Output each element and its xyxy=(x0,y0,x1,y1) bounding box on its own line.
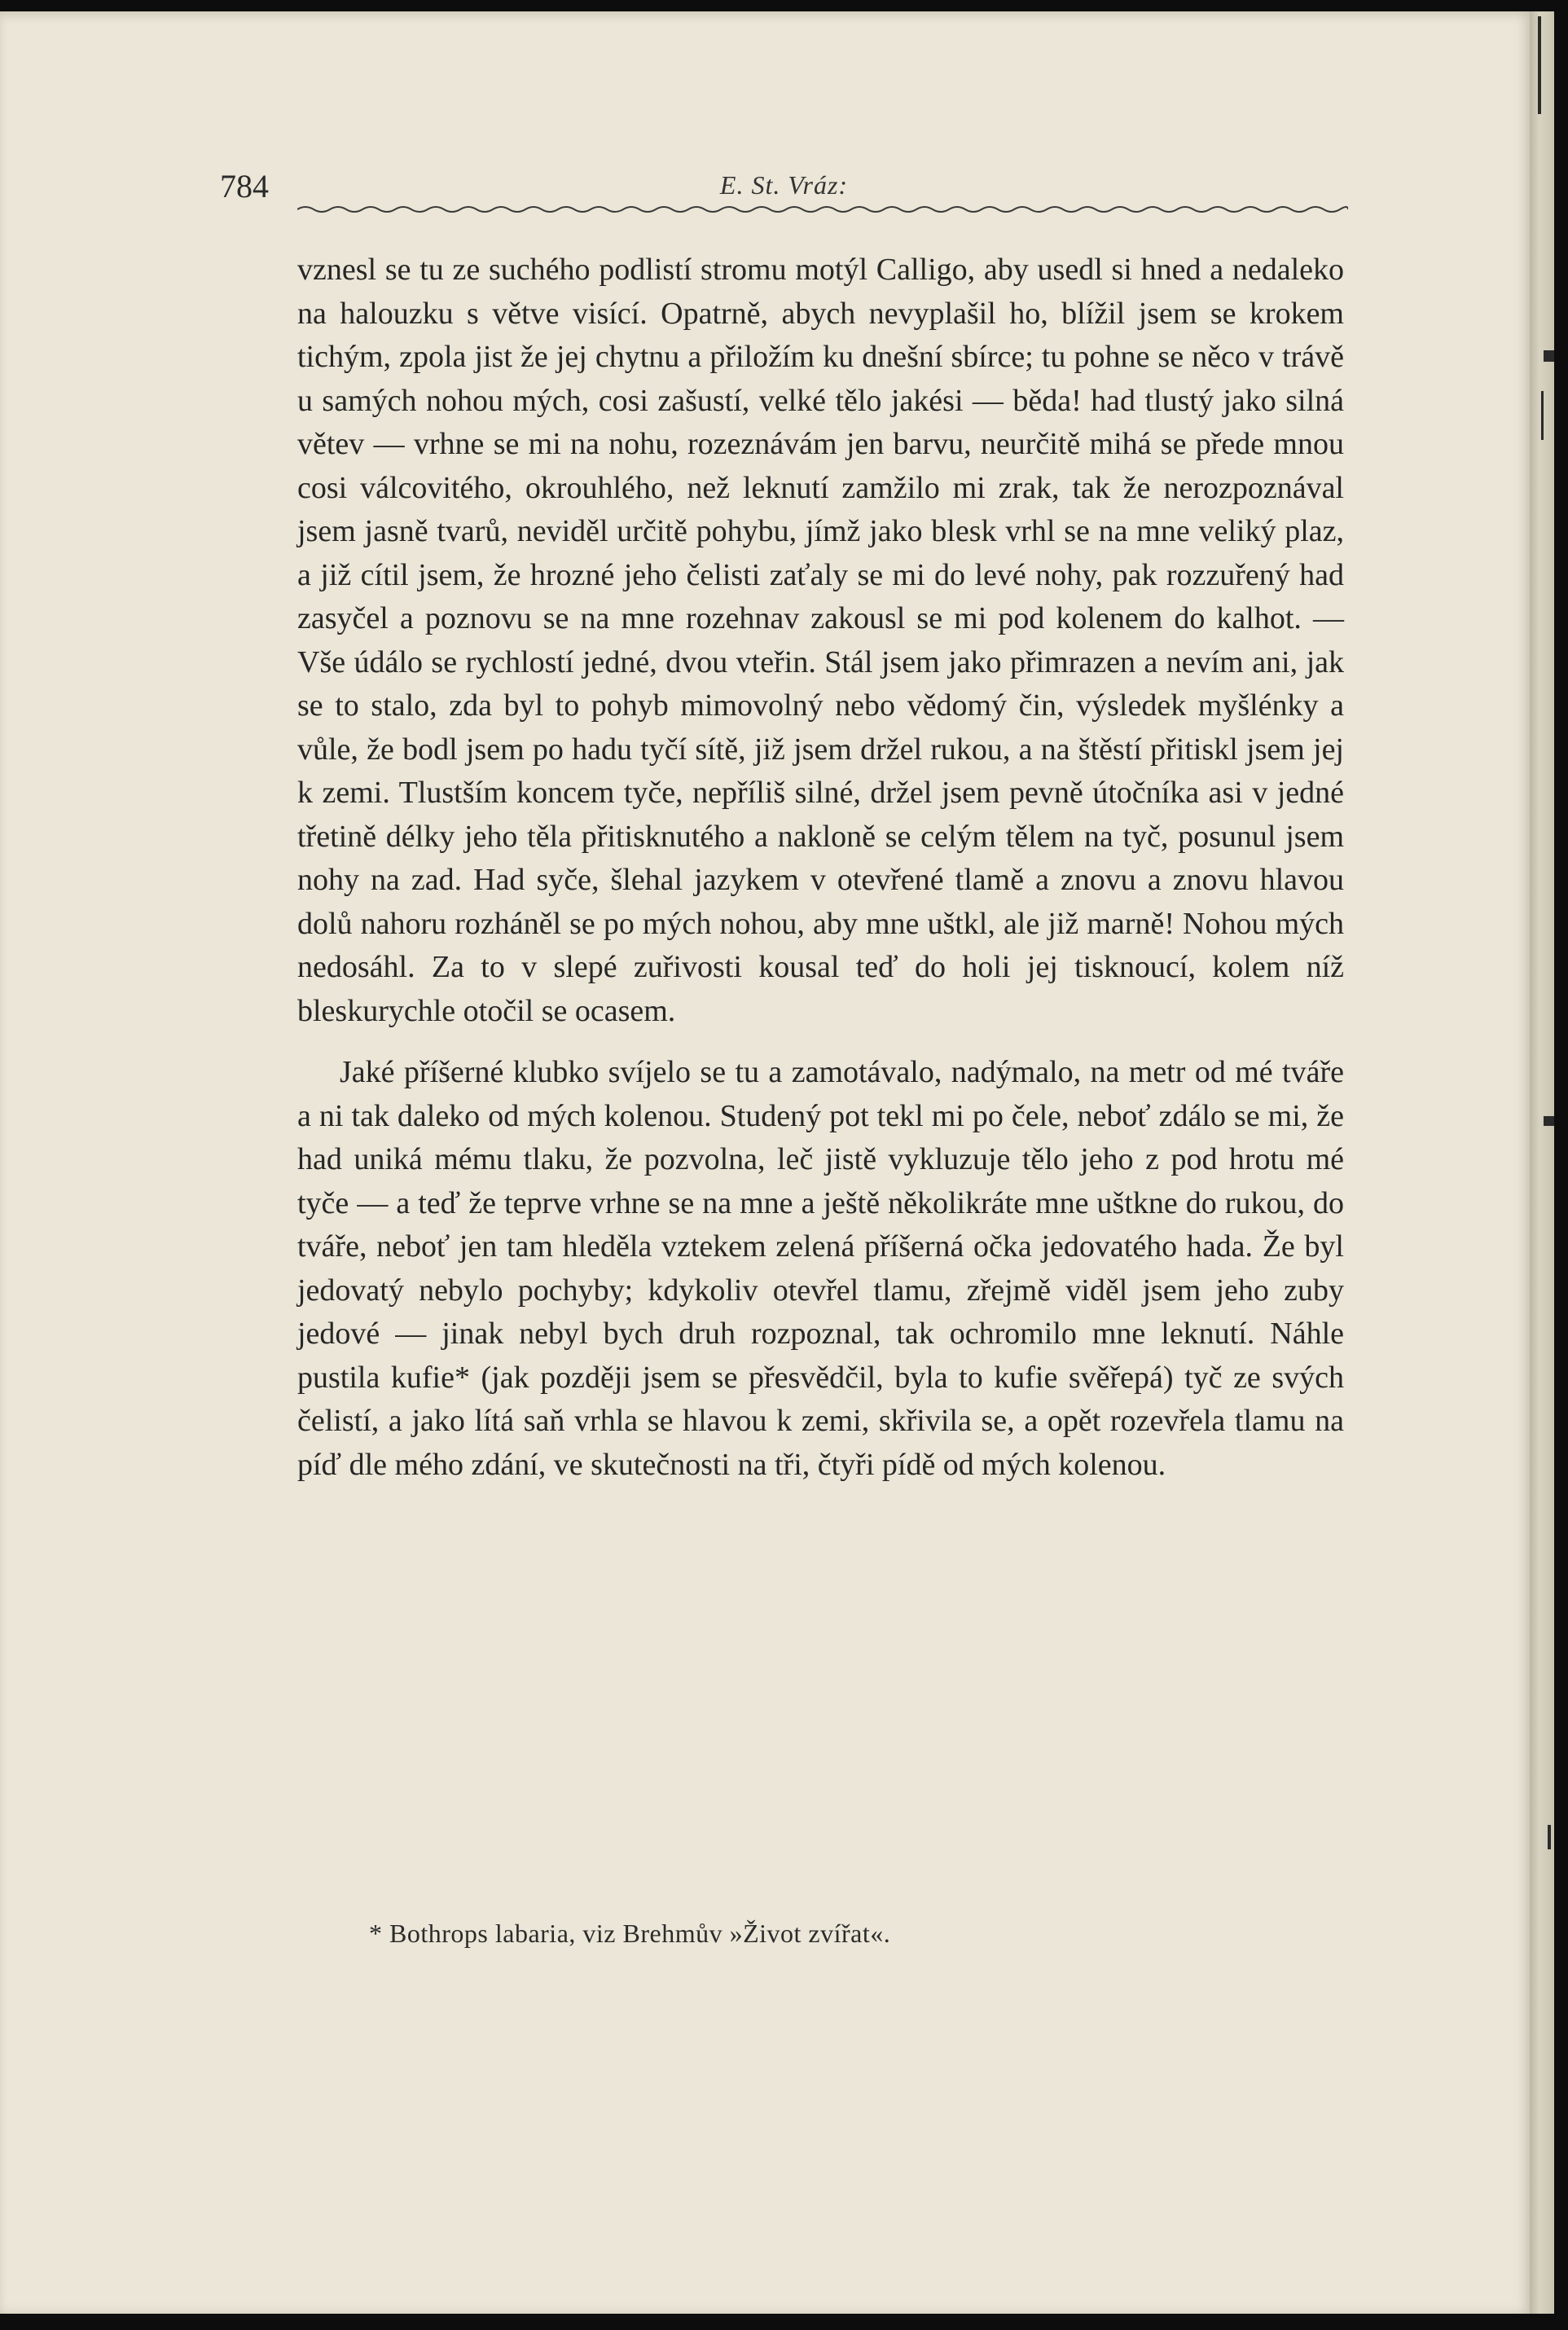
edge-mark xyxy=(1538,16,1541,114)
edge-mark xyxy=(1548,1825,1551,1849)
edge-mark xyxy=(1544,1116,1554,1126)
header-wavy-rule xyxy=(297,203,1348,214)
body-text xyxy=(297,248,1344,1487)
edge-mark xyxy=(1541,391,1544,440)
speck xyxy=(770,1839,775,1844)
page-number: 784 xyxy=(220,168,269,204)
edge-mark xyxy=(1544,350,1554,362)
page-header xyxy=(220,167,1348,216)
footnote: * Bothrops labaria, viz Brehmův »Život zvířat«. xyxy=(369,1919,891,1948)
paragraph: Jaké příšerné klubko svíjelo se tu a zamotávalo, nadýmalo, na metr od mé tváře a ni tak daleko od mých kolenou. Studený pot tekl mi po čele, neboť zdálo se mi, že had uniká mému tlaku, že pozvolna, leč jistě vykluzuje tělo jeho z pod hrotu mé tyče — a teď že teprve vrhne se na mne a ještě několikráte mne uštkne do rukou, do tváře, neboť jen tam hleděla vztekem zelená příšerná očka jedovatého hada. Že byl jedovatý nebylo pochyby; kdykoliv otevřel tlamu, zřejmě viděl jsem jeho zuby jedové — jinak nebyl bych druh rozpoznal, tak ochromilo mne leknutí. Náhle pustila kufie* (jak později jsem se přesvědčil, byla to kufie svěřepá) tyč ze svých čelistí, a jako lítá saň vrhla se hlavou k zemi, skřivila se, a opět rozevřela tlamu na píď dle mého zdání, ve skutečnosti na tři, čtyři pídě od mých kolenou. xyxy=(297,1055,1344,1482)
paragraph: vznesl se tu ze suchého podlistí stromu motýl Calligo, aby usedl si hned a nedaleko na halouzku s větve visící. Opatrně, abych nevyplašil ho, blížil jsem se krokem tichým, zpola jist že jej chytnu a přiložím ku dnešní sbírce; tu pohne se něco v trávě u samých nohou mých, cosi zašustí, velké tělo jakési — běda! had tlustý jako silná větev — vrhne se mi na nohu, rozeznávám jen barvu, neurčitě mihá se přede mnou cosi válcovitého, okrouhlého, než leknutí zamžilo mi zrak, tak že nerozpoznával jsem jasně tvarů, neviděl určitě pohybu, jímž jako blesk vrhl se na mne veliký plaz, a již cítil jsem, že hrozné jeho čelisti zaťaly se mi do levé nohy, pak rozzuřený had zasyčel a poznovu se na mne rozehnav zakousl se mi pod kolenem do kalhot. — Vše údálo se rychlostí jedné, dvou vteřin. Stál jsem jako přimrazen a nevím ani, jak se to stalo, zda byl to pohyb mimovolný nebo vědomý čin, výsledek myšlénky a vůle, že bodl jsem po hadu tyčí sítě, již jsem držel rukou, a na štěstí přitiskl jsem jej k zemi. Tlustším koncem tyče, nepříliš silné, držel jsem pevně útočníka asi v jedné třetině délky jeho těla přitisknutého a nakloně se celým tělem na tyč, posunul jsem nohy na zad. Had syče, šlehal jazykem v otevřené tlamě a znovu a znovu hlavou dolů nahoru rozháněl se po mých nohou, aby mne uštkl, ale již marně! Nohou mých nedosáhl. Za to v slepé zuřivosti kousal teď do holi jej tisknoucí, kolem níž bleskurychle otočil se ocasem. xyxy=(297,253,1344,1028)
running-head: E. St. Vráz: xyxy=(719,170,849,200)
scan-border xyxy=(1554,0,1568,2330)
